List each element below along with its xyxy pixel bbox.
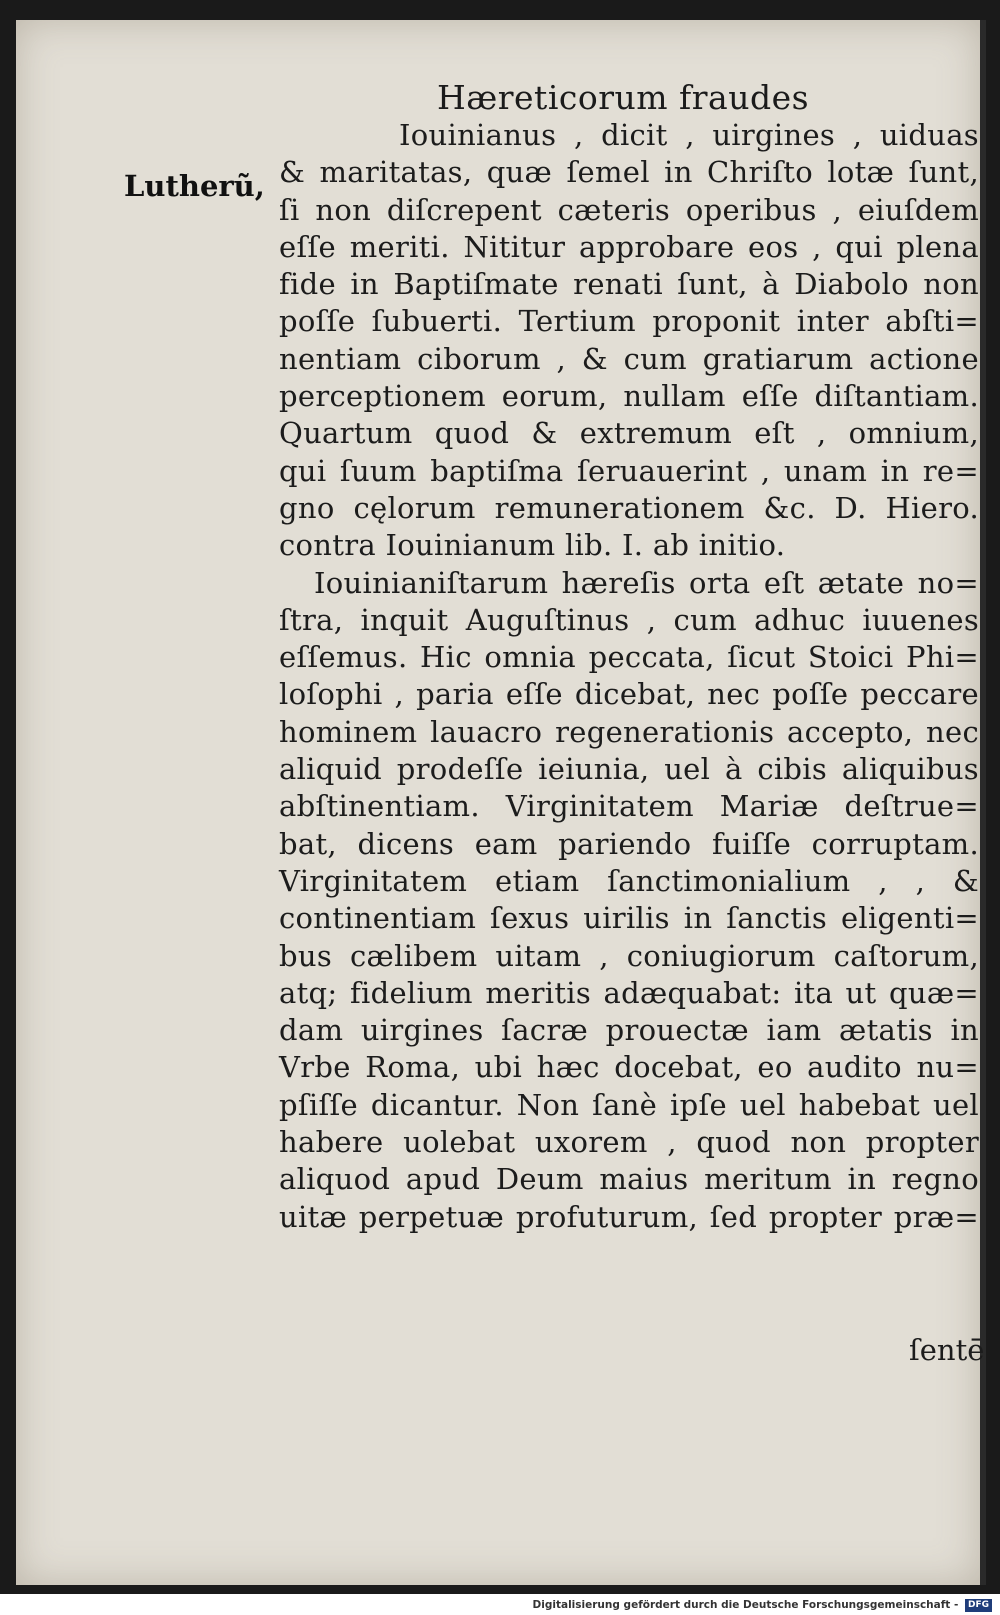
text-line: Iouinianus , dicit , uirgines , uiduas [399,118,979,152]
text-line: dam uirgines ſacræ prouectæ iam ætatis in [279,1013,979,1048]
text-line: nentiam ciborum , & cum gratiarum actione [279,341,979,376]
text-line: Vrbe Roma, ubi hæc docebat, eo audito nu= [279,1050,979,1085]
text-line: perceptionem eorum, nullam eſſe diſtantiam. [279,379,979,414]
text-line: aliquid prodeſſe ieiunia, uel à cibis aliquibus [279,752,979,787]
text-line: fide in Baptiſmate renati ſunt, à Diabolo non [279,267,979,302]
text-line: qui ſuum baptiſma ſeruauerint , unam in re= [279,453,979,488]
text-line: & maritatas, quæ ſemel in Chriſto lotæ ſunt, [279,155,979,190]
text-line: ſtra, inquit Auguſtinus , cum adhuc iuuenes [279,602,979,637]
footer-text: Digitalisierung gefördert durch die Deutsche Forschungsgemeinschaft - [532,1599,959,1611]
text-line: pſiſſe dicantur. Non ſanè ipſe uel habebat uel [279,1087,979,1122]
digitization-footer [0,1596,1000,1615]
text-line: eſſemus. Hic omnia peccata, ſicut Stoici Phi= [279,640,979,675]
marginal-note: Lutherũ, [124,169,265,203]
text-line: ſi non diſcrepent cæteris operibus , eiuſdem [279,192,979,227]
text-line: gno cęlorum remunerationem &c. D. Hiero. [279,490,979,525]
text-line: Quartum quod & extremum eſt , omnium, [279,416,979,451]
dfg-logo-icon: DFG [965,1599,992,1612]
text-line: hominem lauacro regenerationis accepto, nec [279,714,979,749]
text-line: atq; fidelium meritis adæquabat: ita ut quæ= [279,975,979,1010]
book-page [16,20,986,1585]
text-line: Virginitatem etiam ſanctimonialium , , & [279,863,979,898]
text-line: continentiam ſexus uirilis in ſanctis eligenti= [279,901,979,936]
text-line: uitæ perpetuæ profuturum, ſed propter præ= [279,1199,979,1234]
text-line: abſtinentiam. Virginitatem Mariæ deſtrue= [279,789,979,824]
text-line: contra Iouinianum lib. I. ab initio. [279,528,786,563]
text-line: poſſe ſubuerti. Tertium proponit inter abſti= [279,304,979,339]
text-line: loſophi , paria eſſe dicebat, nec poſſe peccare [279,677,979,712]
text-line: bat, dicens eam pariendo fuiſſe corruptam. [279,826,979,861]
body-text [279,117,979,1236]
text-line: eſſe meriti. Nititur approbare eos , qui plena [279,229,979,264]
text-line: bus cælibem uitam , coniugiorum caſtorum, [279,938,979,973]
text-line: aliquod apud Deum maius meritum in regno [279,1162,979,1197]
catchword: ſentē [909,1333,985,1367]
text-line: habere uolebat uxorem , quod non propter [279,1125,979,1160]
running-head: Hæreticorum fraudes [436,78,810,117]
text-line: Iouinianiſtarum hæreſis orta eſt ætate no= [314,565,979,600]
